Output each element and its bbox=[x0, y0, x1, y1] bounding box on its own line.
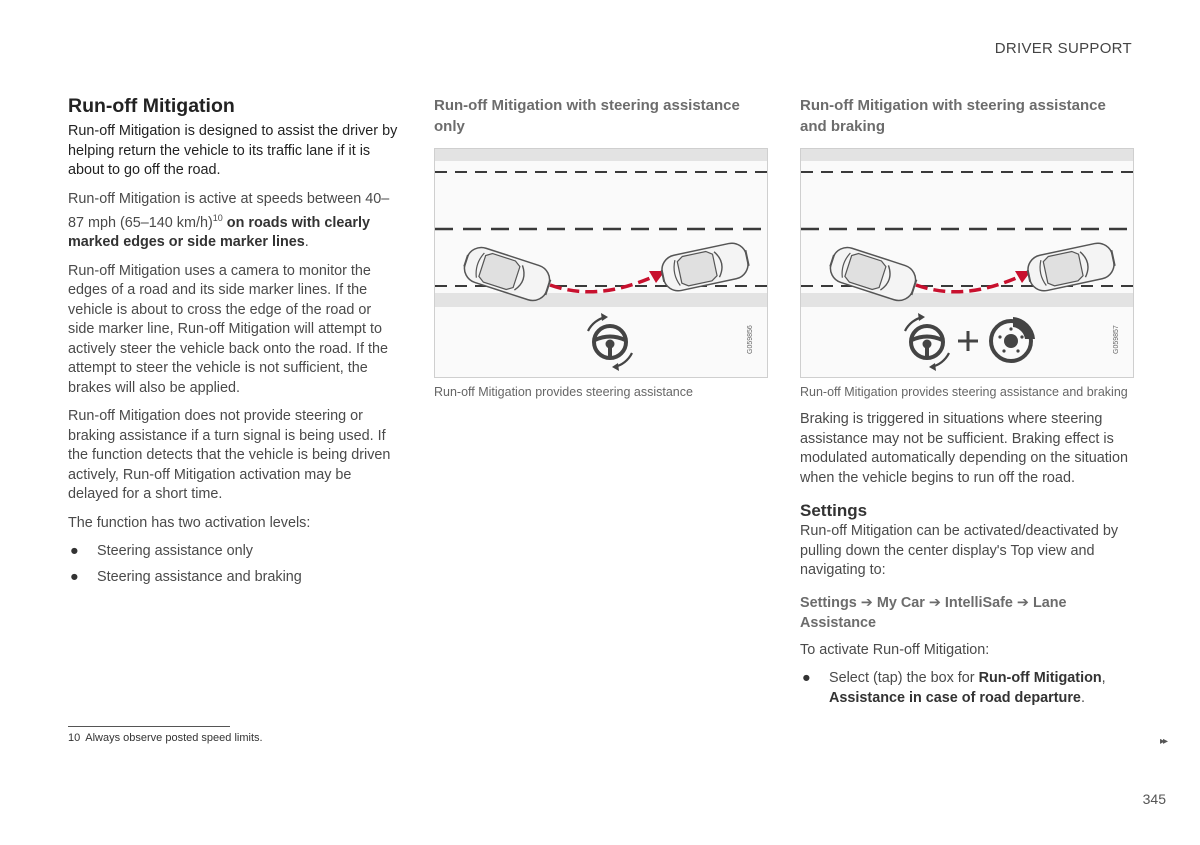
levels-paragraph: The function has two activation levels: bbox=[68, 514, 311, 531]
settings-heading: Settings bbox=[800, 501, 868, 520]
left-column bbox=[68, 92, 398, 593]
camera-paragraph: Run-off Mitigation uses a camera to monitor the edges of a road and its side marker lines. If the vehicle is about to cross the edge of the road or side marker line, Run-off Mitigation will attempt to actively steer the vehicle back onto the road. If the attempt to steer the vehicle is not sufficient, the brakes will also be applied. bbox=[68, 262, 388, 396]
figure-caption: Run-off Mitigation provides steering assistance and braking bbox=[800, 385, 1128, 399]
figure-code: G059856 bbox=[747, 325, 754, 354]
speed-paragraph: Run-off Mitigation is active at speeds between 40–87 mph (65–140 km/h)$^{10}$ on roads with clearly marked edges or side marker lines. bbox=[68, 190, 390, 251]
page-title: Run-off Mitigation bbox=[68, 95, 235, 117]
figure-code: G059857 bbox=[1113, 325, 1120, 354]
braking-paragraph: Braking is triggered in situations where steering assistance may not be sufficient. Braking effect is modulated automatically depending on the situation when the vehicle begins to run off the road. bbox=[800, 411, 1129, 486]
turn-signal-paragraph: Run-off Mitigation does not provide steering or braking assistance if a turn signal is being used. If the function detects that the vehicle is being driven actively, Run-off Mitigation activation may be delayed for a short time. bbox=[68, 408, 391, 503]
path-intellisafe[interactable]: IntelliSafe bbox=[944, 594, 1013, 611]
steering-braking-heading: Run-off Mitigation with steering assistance and braking bbox=[800, 97, 1106, 135]
activate-paragraph: To activate Run-off Mitigation: bbox=[800, 641, 990, 658]
option-run-off-mitigation[interactable]: Run-off Mitigation bbox=[978, 670, 1102, 686]
steering-only-heading: Run-off Mitigation with steering assistance only bbox=[434, 97, 740, 135]
list-item: ● Steering assistance only bbox=[68, 542, 398, 562]
path-lane-assistance[interactable]: Lane Assistance bbox=[800, 594, 1067, 631]
path-my-car[interactable]: My Car bbox=[876, 594, 925, 611]
activation-levels-list bbox=[68, 542, 398, 587]
figure-caption: Run-off Mitigation provides steering assistance bbox=[434, 385, 693, 399]
list-item: ● Steering assistance and braking bbox=[68, 568, 398, 588]
steering-braking-figure bbox=[800, 148, 1134, 378]
speed-condition: on roads with clearly marked edges or side marker lines bbox=[68, 214, 370, 251]
page-number: 345 bbox=[1142, 791, 1166, 807]
middle-column bbox=[434, 92, 768, 400]
continue-icon: ▸▸ bbox=[1159, 736, 1166, 747]
bullet-icon: ● bbox=[70, 543, 79, 560]
intro-paragraph: Run-off Mitigation is designed to assist the driver by helping return the vehicle to its traffic lane if it is about to go off the road. bbox=[68, 123, 398, 178]
section-header: DRIVER SUPPORT bbox=[994, 40, 1132, 57]
option-road-departure[interactable]: Assistance in case of road departure bbox=[829, 689, 1081, 706]
settings-paragraph: Run-off Mitigation can be activated/deactivated by pulling down the center display's Top view and navigating to: bbox=[800, 523, 1119, 578]
bullet-icon: ● bbox=[70, 568, 79, 585]
steering-only-figure bbox=[434, 148, 768, 378]
arrow-right-icon: ➔ bbox=[1016, 594, 1029, 611]
footnote-ref[interactable]: 10 bbox=[212, 213, 223, 223]
footnote: 10 Always observe posted speed limits. bbox=[68, 732, 263, 744]
right-column bbox=[800, 92, 1134, 714]
settings-path bbox=[800, 593, 1134, 633]
footnote-divider bbox=[68, 726, 230, 727]
bullet-icon: ● bbox=[802, 670, 811, 686]
arrow-right-icon: ➔ bbox=[860, 594, 873, 611]
path-settings[interactable]: Settings bbox=[800, 594, 857, 611]
arrow-right-icon: ➔ bbox=[928, 594, 941, 611]
activate-list bbox=[800, 669, 1134, 708]
list-item: ● Select (tap) the box for Run-off Mitigation, Assistance in case of road departure. bbox=[802, 670, 1106, 706]
